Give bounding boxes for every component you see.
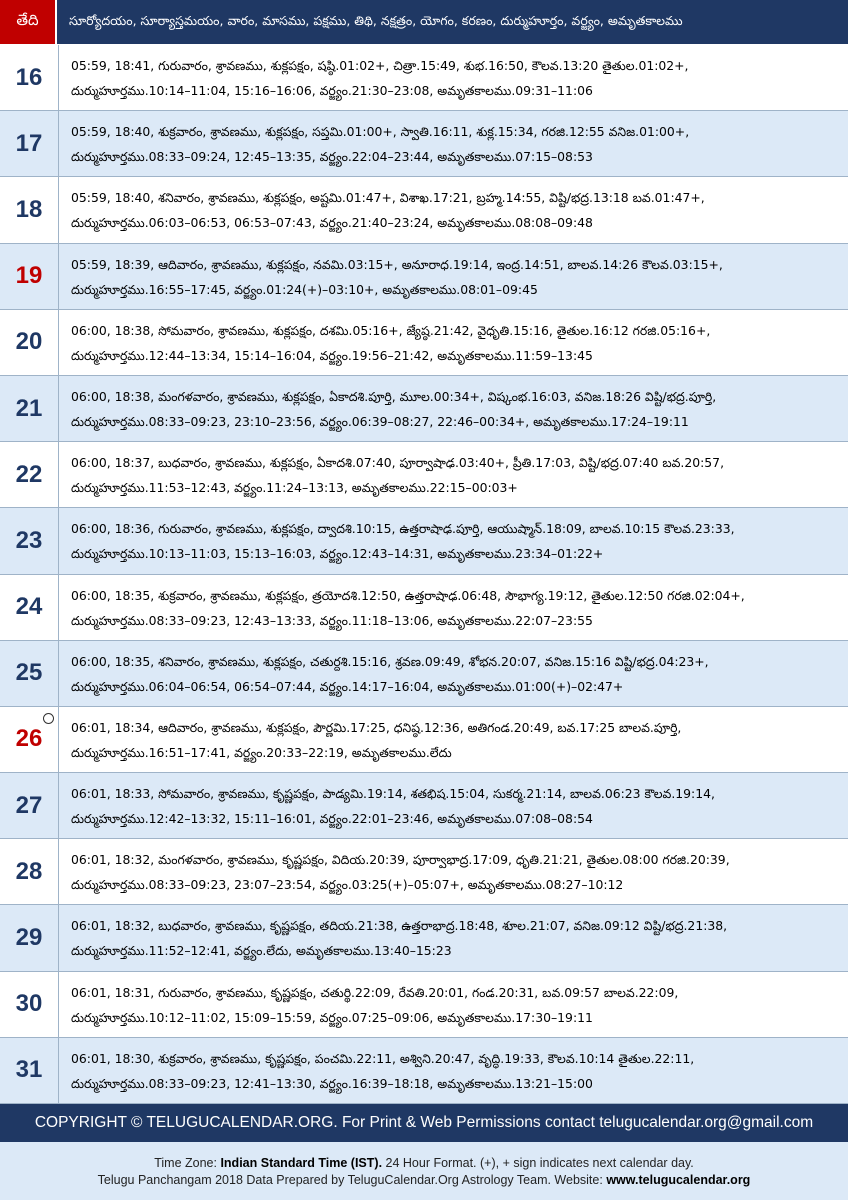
row-details [59,376,848,441]
row-line-timings: 06:00, 18:36, గురువారం, శ్రావణము, శుక్లపక్షం, ద్వాదశి.10:15, ఉత్తరాషాఢ.పూర్తి, ఆయుష్మాన్.18:09, బాలవ.10:15 కౌలవ.23:33, [71,521,735,537]
row-details [59,111,848,176]
row-details [59,773,848,838]
row-date: 27 [0,773,59,838]
row-details [59,641,848,706]
row-date: 19 [0,244,59,309]
row-line-muhurtham: దుర్ముహూర్తము.10:13–11:03, 15:13–16:03, వర్జ్యం.12:43–14:31, అమృతకాలము.23:34–01:22+ [71,546,604,562]
table-row [0,773,848,839]
row-details [59,310,848,375]
footer-notes [0,1142,848,1200]
row-line-muhurtham: దుర్ముహూర్తము.12:44–13:34, 15:14–16:04, వర్జ్యం.19:56–21:42, అమృతకాలము.11:59–13:45 [71,347,593,363]
row-date: 23 [0,508,59,573]
row-line-timings: 05:59, 18:41, గురువారం, శ్రావణము, శుక్లపక్షం, షష్ఠి.01:02+, చిత్రా.15:49, శుభ.16:50, కౌలవ.13:20 తైతుల.01:02+, [71,58,689,73]
row-date: 17 [0,111,59,176]
table-row [0,310,848,376]
row-line-timings: 06:01, 18:30, శుక్రవారం, శ్రావణము, కృష్ణపక్షం, పంచమి.22:11, అశ్విని.20:47, వృద్ధి.19:33, కౌలవ.10:14 తైతుల.22:11, [71,1050,695,1066]
row-details [59,508,848,573]
table-row [0,707,848,773]
table-row [0,508,848,574]
row-date: 21 [0,376,59,441]
row-line-timings: 05:59, 18:40, శుక్రవారం, శ్రావణము, శుక్లపక్షం, సప్తమి.01:00+, స్వాతి.16:11, శుక్ల.15:34, గరజి.12:55 వనిజ.01:00+, [71,124,690,140]
row-details [59,972,848,1037]
row-details [59,442,848,507]
row-line-timings: 06:01, 18:32, మంగళవారం, శ్రావణము, కృష్ణపక్షం, విదియ.20:39, పూర్వాభాద్ర.17:09, ధృతి.21:21, తైతుల.08:00 గరజి.20:39, [71,852,730,868]
row-details [59,575,848,640]
table-header [0,0,848,45]
table-row [0,177,848,243]
full-moon-icon [43,713,54,724]
row-line-muhurtham: దుర్ముహూర్తము.11:52–12:41, వర్జ్యం.లేదు, అమృతకాలము.13:40–15:23 [71,943,452,959]
row-line-muhurtham: దుర్ముహూర్తము.08:33–09:23, 23:10–23:56, వర్జ్యం.06:39–08:27, 22:46–00:34+, అమృతకాలము.17:24–19:11 [71,413,689,429]
row-date: 28 [0,839,59,904]
row-line-muhurtham: దుర్ముహూర్తము.08:33–09:23, 12:43–13:33, వర్జ్యం.11:18–13:06, అమృతకాలము.22:07–23:55 [71,612,593,628]
row-date: 29 [0,905,59,970]
row-date: 26 [0,707,59,772]
row-line-timings: 06:00, 18:35, శనివారం, శ్రావణము, శుక్లపక్షం, చతుర్దశి.15:16, శ్రవణ.09:49, శోభన.20:07, వనిజ.15:16 విష్టి/భద్ర.04:23+, [71,653,709,669]
row-line-muhurtham: దుర్ముహూర్తము.06:03–06:53, 06:53–07:43, వర్జ్యం.21:40–23:24, అమృతకాలము.08:08–09:48 [71,215,593,231]
table-row [0,972,848,1038]
row-line-muhurtham: దుర్ముహూర్తము.16:51–17:41, వర్జ్యం.20:33–22:19, అమృతకాలము.లేదు [71,744,452,760]
row-line-muhurtham: దుర్ముహూర్తము.08:33–09:23, 12:41–13:30, వర్జ్యం.16:39–18:18, అమృతకాలము.13:21–15:00 [71,1075,593,1091]
row-date: 16 [0,45,59,110]
row-line-timings: 05:59, 18:39, ఆదివారం, శ్రావణము, శుక్లపక్షం, నవమి.03:15+, అనూరాధ.19:14, ఇంద్ర.14:51, బాలవ.14:26 కౌలవ.03:15+, [71,256,723,272]
row-line-timings: 06:01, 18:34, ఆదివారం, శ్రావణము, శుక్లపక్షం, పౌర్ణమి.17:25, ధనిష్ఠ.12:36, అతిగండ.20:49, బవ.17:25 బాలవ.పూర్తి, [71,719,682,735]
row-date: 20 [0,310,59,375]
row-date: 31 [0,1038,59,1103]
row-date: 30 [0,972,59,1037]
table-row [0,839,848,905]
table-row [0,575,848,641]
row-line-timings: 06:00, 18:38, సోమవారం, శ్రావణము, శుక్లపక్షం, దశమి.05:16+, జ్యేష్ఠ.21:42, వైధృతి.15:16, తైతుల.16:12 గరజి.05:16+, [71,322,711,338]
row-line-muhurtham: దుర్ముహూర్తము.08:33–09:24, 12:45–13:35, వర్జ్యం.22:04–23:44, అమృతకాలము.07:15–08:53 [71,149,593,165]
row-line-timings: 06:01, 18:31, గురువారం, శ్రావణము, కృష్ణపక్షం, చతుర్థి.22:09, రేవతి.20:01, గండ.20:31, బవ.09:57 బాలవ.22:09, [71,984,679,1000]
table-row [0,376,848,442]
row-line-timings: 06:00, 18:38, మంగళవారం, శ్రావణము, శుక్లపక్షం, ఏకాదశి.పూర్తి, మూల.00:34+, విష్కంభ.16:03, వనిజ.18:26 విష్టి/భద్ర.పూర్తి, [71,388,717,404]
row-date: 18 [0,177,59,242]
row-details [59,839,848,904]
row-line-muhurtham: దుర్ముహూర్తము.08:33–09:23, 23:07–23:54, వర్జ్యం.03:25(+)–05:07+, అమృతకాలము.08:27–10:12 [71,877,624,893]
table-row [0,244,848,310]
table-row [0,442,848,508]
table-row [0,641,848,707]
row-details [59,707,848,772]
timezone-note: Time Zone: Indian Standard Time (IST). 24 Hour Format. (+), + sign indicates next calendar day. [154,1155,694,1170]
row-line-muhurtham: దుర్ముహూర్తము.11:53–12:43, వర్జ్యం.11:24–13:13, అమృతకాలము.22:15–00:03+ [71,480,518,496]
row-line-muhurtham: దుర్ముహూర్తము.06:04–06:54, 06:54–07:44, వర్జ్యం.14:17–16:04, అమృతకాలము.01:00(+)–02:47+ [71,678,624,694]
row-date: 25 [0,641,59,706]
row-details [59,1038,848,1103]
row-details [59,905,848,970]
table-row [0,1038,848,1104]
row-line-muhurtham: దుర్ముహూర్తము.10:12–11:02, 15:09–15:59, వర్జ్యం.07:25–09:06, అమృతకాలము.17:30–19:11 [71,1009,593,1025]
row-date: 24 [0,575,59,640]
row-line-muhurtham: దుర్ముహూర్తము.12:42–13:32, 15:11–16:01, వర్జ్యం.22:01–23:46, అమృతకాలము.07:08–08:54 [71,811,593,827]
row-date: 22 [0,442,59,507]
date-column-header: తేది [0,0,57,44]
table-row [0,111,848,177]
row-details [59,177,848,242]
row-details [59,45,848,110]
copyright-bar: COPYRIGHT © TELUGUCALENDAR.ORG. For Print & Web Permissions contact telugucalendar.org@gmail.com [0,1104,848,1142]
row-line-timings: 06:00, 18:37, బుధవారం, శ్రావణము, శుక్లపక్షం, ఏకాదశి.07:40, పూర్వాషాఢ.03:40+, ప్రీతి.17:03, విష్టి/భద్ర.07:40 బవ.20:57, [71,455,725,471]
table-row [0,45,848,111]
row-line-muhurtham: దుర్ముహూర్తము.10:14–11:04, 15:16–16:06, వర్జ్యం.21:30–23:08, అమృతకాలము.09:31–11:06 [71,83,593,98]
table-row [0,905,848,971]
website-link[interactable]: www.telugucalendar.org [606,1172,751,1187]
credit-note: Telugu Panchangam 2018 Data Prepared by TeluguCalendar.Org Astrology Team. Website: www.telugucalendar.org [97,1172,751,1187]
details-column-header: సూర్యోదయం, సూర్యాస్తమయం, వారం, మాసము, పక్షము, తిథి, నక్షత్రం, యోగం, కరణం, దుర్ముహూర్తం, వర్జ్యం, అమృతకాలము [57,0,848,44]
row-details [59,244,848,309]
row-line-timings: 06:01, 18:32, బుధవారం, శ్రావణము, కృష్ణపక్షం, తదియ.21:38, ఉత్తరాభాద్ర.18:48, శూల.21:07, వనిజ.09:12 విష్టి/భద్ర.21:38, [71,918,728,934]
row-line-timings: 06:00, 18:35, శుక్రవారం, శ్రావణము, శుక్లపక్షం, త్రయోదశి.12:50, ఉత్తరాషాఢ.06:48, సౌభాగ్య.19:12, తైతుల.12:50 గరజి.02:04+, [71,587,745,603]
panchangam-table [0,45,848,1104]
row-line-muhurtham: దుర్ముహూర్తము.16:55–17:45, వర్జ్యం.01:24(+)–03:10+, అమృతకాలము.08:01–09:45 [71,281,538,297]
row-line-timings: 06:01, 18:33, సోమవారం, శ్రావణము, కృష్ణపక్షం, పాడ్యమి.19:14, శతభిష.15:04, సుకర్మ.21:14, బాలవ.06:23 కౌలవ.19:14, [71,786,715,802]
row-line-timings: 05:59, 18:40, శనివారం, శ్రావణము, శుక్లపక్షం, అష్టమి.01:47+, విశాఖ.17:21, బ్రహ్మ.14:55, విష్టి/భద్ర.13:18 బవ.01:47+, [71,190,705,206]
